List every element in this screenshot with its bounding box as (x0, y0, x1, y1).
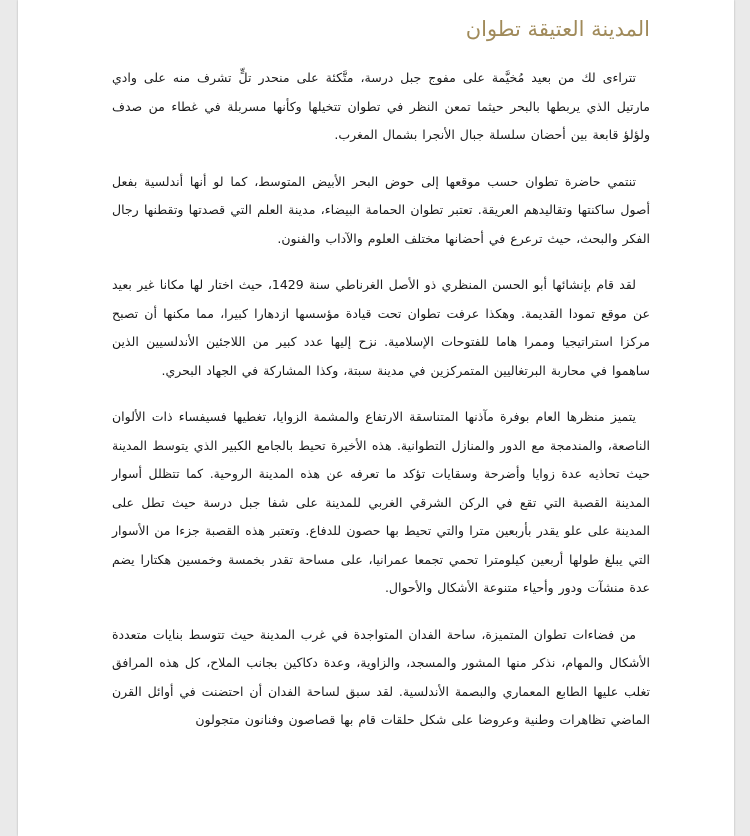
page-title: المدينة العتيقة تطوان (465, 17, 650, 41)
document-page (18, 0, 734, 836)
document-body (112, 12, 650, 753)
paragraph: لقد قام بإنشائها أبو الحسن المنظري ذو الأصل الغرناطي سنة 1429، حيث اختار لها مكانا غير بعيد عن موقع تمودا القديمة. وهكذا عرفت تطوان تحت قيادة مؤسسها ازدهارا كبيرا، مما مكنها أن تصبح مركزا استراتيجيا وممرا هاما للفتوحات الإسلامية. نزح إليها عدد كبير من اللاجئين الأندلسيين الذين ساهموا في محاربة البرتغاليين المتمركزين في مدينة سبتة، وكذا المشاركة في الجهاد البحري. (112, 277, 650, 378)
paragraph: تنتمي حاضرة تطوان حسب موقعها إلى حوض البحر الأبيض المتوسط، كما لو أنها أندلسية بفعل أصول ساكنتها وتقاليدهم العريقة. تعتبر تطوان الحمامة البيضاء، مدينة العلم التي قصدتها وتقطنها رجال الفكر والبحث، حيث ترعرع في أحضانها مختلف العلوم والآداب والفنون. (112, 173, 650, 246)
paragraph: من فضاءات تطوان المتميزة، ساحة الفدان المتواجدة في غرب المدينة حيث تتوسط بنايات متعددة الأشكال والمهام، نذكر منها المشور والمسجد، والزاوية، وعدة دكاكين بجانب الملاح، كل هذه المرافق تغلب عليها الطابع المعماري والبصمة الأندلسية. لقد سبق لساحة الفدان أن احتضنت في أوائل القرن الماضي تظاهرات وطنية وعروضا على شكل حلقات قام بها قصاصون وفنانون متجولون (112, 626, 650, 727)
paragraph: تتراءى لك من بعيد مُخيَّمة على مفوج جبل درسة، متَّكئة على منحدر تلٍّ تشرف منه على وادي مارتيل الذي يربطها بالبحر حيثما تمعن النظر في تطوان تتخيلها وكأنها مسربلة في غطاء من صدف ولؤلؤ قابعة بين أحضان سلسلة جبال الأنجرا بشمال المغرب. (112, 70, 650, 142)
paragraph: يتميز منظرها العام بوفرة مآذنها المتناسقة الارتفاع والمشمة الزوايا، تغطيها فسيفساء ذات الألوان الناصعة، والمندمجة مع الدور والمنازل التطوانية. هذه الأخيرة تحيط بالجامع الكبير الذي يتوسط المدينة حيث تحاذيه عدة زوايا وأضرحة وسقايات تؤكد ما تعرفه عن هذه المدينة الروحية. كما تتظلل أسوار المدينة القصبة التي تقع في الركن الشرقي الغربي للمدينة على شفا جبل درسة حيث تطل على المدينة على علو يقدر بأربعين مترا والتي تحيط بها حصون للدفاع. وتعتبر هذه القصبة جزءا من الأسوار التي يبلغ طولها أربعين كيلومترا تحمي تجمعا عمرانيا، على مساحة تقدر بخمسة وخمسين هكتارا يضم عدة منشآت ودور وأحياء متنوعة الأشكال والأحوال. (112, 409, 650, 595)
